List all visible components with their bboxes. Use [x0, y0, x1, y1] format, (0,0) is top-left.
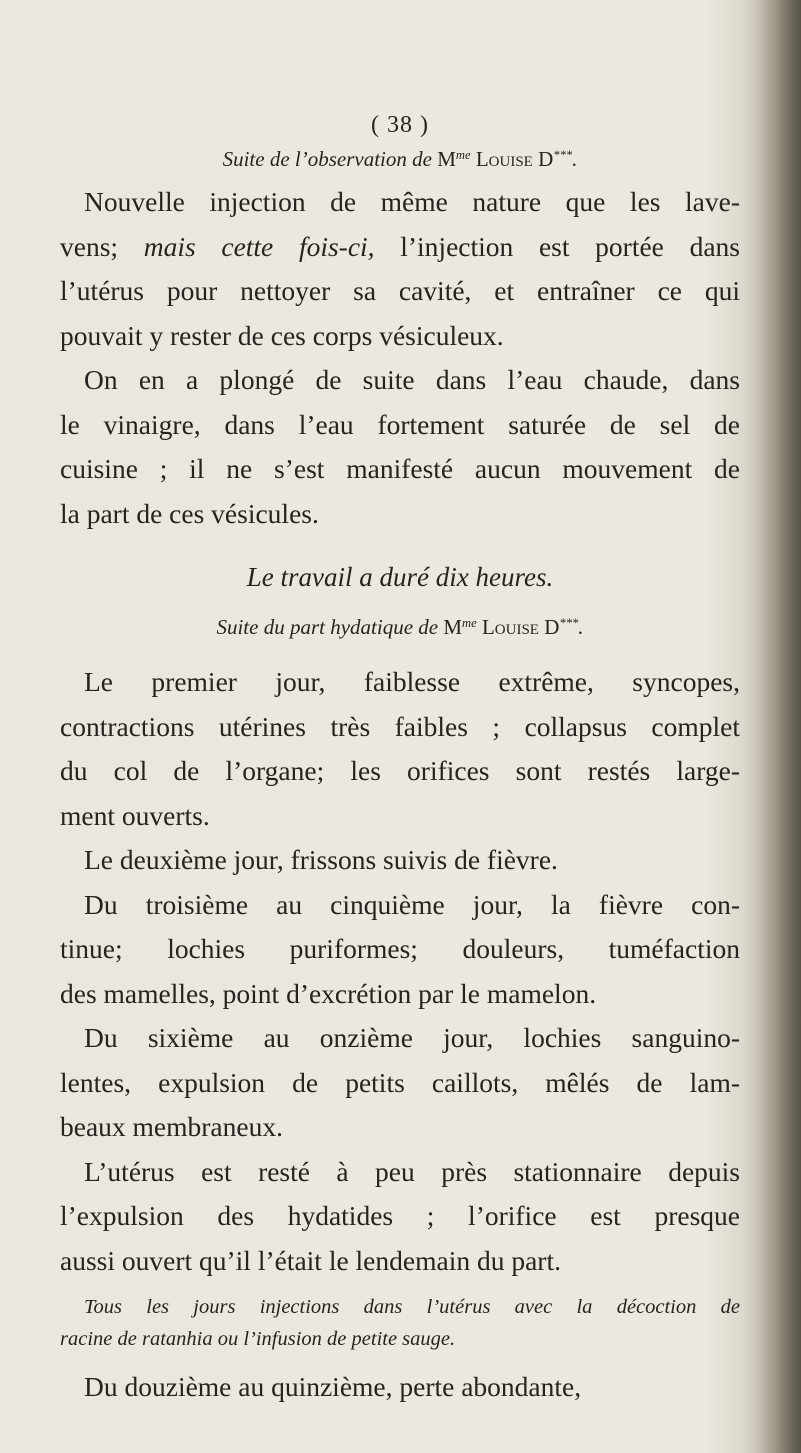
paragraph-uterus [60, 1150, 740, 1284]
note-line: Tous les jours injections dans l’utérus avec la décoction de [84, 1296, 740, 1318]
section-heading-observation [60, 147, 740, 172]
heading-title-sup: me [462, 616, 477, 631]
text-line: On en a plongé de suite dans l’eau chaude, dans [84, 364, 740, 395]
heading-title: M [443, 615, 463, 639]
heading-end: . [572, 147, 578, 171]
text-line: contractions utérines très faibles ; collapsus complet [60, 710, 740, 742]
text-line: l’expulsion des hydatides ; l’orifice est presque [60, 1200, 740, 1231]
text-line: beaux membraneux. [60, 1111, 283, 1142]
heading-italic-text: Suite du part hydatique de [216, 615, 439, 639]
section-heading-part [60, 615, 740, 640]
heading-italic-text: Suite de l’observation de [222, 147, 432, 171]
text-line: ment ouverts. [60, 799, 210, 831]
paragraph-deuxieme-jour [60, 838, 740, 883]
text-line: Nouvelle injection de même nature que les lave- [84, 186, 740, 217]
text-line: des mamelles, point d’excrétion par le mamelon. [60, 977, 597, 1009]
page-edge-shadow [759, 0, 801, 1453]
text-line: l’utérus pour nettoyer sa cavité, et entraîner ce qui [60, 275, 740, 306]
text-line: Du troisième au cinquième jour, la fièvre con- [84, 888, 740, 920]
text-line: le vinaigre, dans l’eau fortement saturée de sel de [60, 408, 740, 440]
text-line: du col de l’organe; les orifices sont restés large- [60, 755, 740, 786]
heading-name: Louise D [481, 615, 560, 639]
heading-name: Louise D [475, 147, 554, 171]
italic-phrase: mais cette fois-ci, [143, 230, 375, 262]
heading-title-sup: me [455, 148, 471, 163]
text-line: Le deuxième jour, frissons suivis de fièvre. [84, 844, 558, 875]
page-text [60, 112, 740, 1410]
paragraph-sixieme-jour [60, 1016, 740, 1150]
text-line: pouvait y rester de ces corps vésiculeux. [60, 319, 504, 351]
heading-end: . [578, 615, 584, 639]
text-line: lentes, expulsion de petits caillots, mêlés de lam- [60, 1066, 740, 1098]
text-line: tinue; lochies puriformes; douleurs, tuméfaction [60, 933, 740, 964]
text-line: la part de ces vésicules. [60, 497, 319, 529]
text-line: L’utérus est resté à peu près stationnaire depuis [84, 1155, 740, 1187]
heading-name-sup: *** [553, 148, 573, 163]
text-line: Du douzième au quinzième, perte abondante, [84, 1371, 582, 1402]
text-line: Le premier jour, faiblesse extrême, syncopes, [84, 666, 740, 697]
duration-statement: Le travail a duré dix heures. [246, 562, 554, 592]
note-line: racine de ratanhia ou l’infusion de petite sauge. [60, 1328, 456, 1350]
text-line: cuisine ; il ne s’est manifesté aucun mouvement de [60, 453, 740, 484]
heading-title: M [437, 147, 456, 171]
paragraph-douzieme [60, 1365, 740, 1410]
text-line: Du sixième au onzième jour, lochies sanguino- [84, 1022, 740, 1053]
text-line: vens; mais cette fois-ci, l’injection est portée dans [60, 230, 740, 262]
treatment-note [60, 1291, 740, 1355]
paragraph-plonge [60, 358, 740, 536]
text-line: aussi ouvert qu’il l’était le lendemain du part. [60, 1244, 561, 1276]
paragraph-premier-jour [60, 660, 740, 838]
paragraph-injection [60, 180, 740, 358]
paragraph-troisieme-jour [60, 883, 740, 1017]
page-number: ( 38 ) [371, 112, 429, 138]
heading-name-sup: *** [559, 616, 579, 631]
